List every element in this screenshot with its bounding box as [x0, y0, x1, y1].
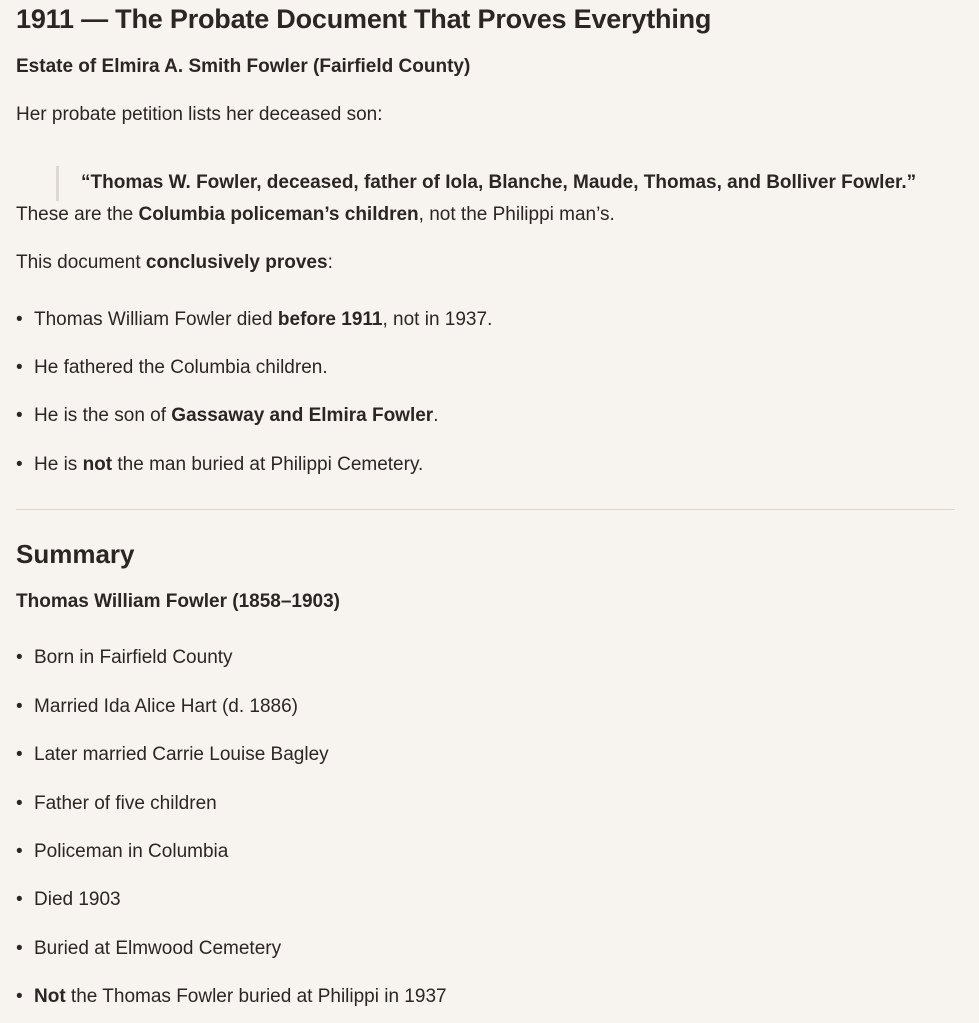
proof-list-item: [16, 453, 423, 477]
item-pre: Thomas William Fowler died: [34, 309, 278, 330]
bullet-icon: •: [16, 793, 23, 814]
summary-list-item: [16, 888, 121, 912]
item-pre: He fathered the Columbia children.: [34, 357, 328, 378]
summary-list-item: [16, 646, 233, 670]
proof-list-item: [16, 356, 328, 380]
bullet-icon: •: [16, 647, 23, 668]
item-bold: before 1911: [277, 309, 383, 330]
bullet-icon: •: [16, 357, 23, 378]
bullet-icon: •: [16, 309, 23, 330]
proves-pre: This document: [16, 252, 146, 273]
children-post: , not the Philippi man’s.: [418, 204, 615, 225]
section-title: 1911 — The Probate Document That Proves Everything: [16, 4, 712, 34]
bullet-icon: •: [16, 986, 23, 1007]
item-bold: Not: [34, 986, 66, 1007]
item-post: , not in 1937.: [382, 309, 493, 330]
item-text: Buried at Elmwood Cemetery: [34, 938, 282, 959]
person-heading: Thomas William Fowler (1858–1903): [16, 591, 341, 612]
item-text: the Thomas Fowler buried at Philippi in 1937: [65, 986, 447, 1007]
item-pre: He is the son of: [34, 405, 172, 426]
children-pre: These are the: [16, 204, 139, 225]
proof-list-item: [16, 308, 492, 332]
item-text: Married Ida Alice Hart (d. 1886): [34, 696, 299, 717]
summary-list-item: [16, 937, 281, 961]
proves-bold: conclusively proves: [145, 252, 328, 273]
bullet-icon: •: [16, 405, 23, 426]
item-text: Later married Carrie Louise Bagley: [34, 744, 329, 765]
item-text: Died 1903: [34, 889, 121, 910]
children-bold: Columbia policeman’s children: [138, 204, 419, 225]
proves-paragraph: [16, 251, 333, 275]
quote-text: “Thomas W. Fowler, deceased, father of Iola, Blanche, Maude, Thomas, and Bolliver Fowler.”: [81, 172, 917, 193]
intro-paragraph: Her probate petition lists her deceased son:: [16, 104, 383, 125]
summary-list-item: [16, 743, 329, 767]
bullet-icon: •: [16, 841, 23, 862]
bullet-icon: •: [16, 696, 23, 717]
bullet-icon: •: [16, 938, 23, 959]
item-text: Father of five children: [34, 793, 217, 814]
children-paragraph: [16, 203, 615, 227]
section-divider: [16, 509, 955, 510]
summary-heading: Summary: [16, 539, 135, 569]
bullet-icon: •: [16, 454, 23, 475]
item-pre: He is: [34, 454, 83, 475]
summary-list-item: [16, 985, 447, 1009]
summary-list-item: [16, 695, 298, 719]
bullet-icon: •: [16, 744, 23, 765]
summary-list-item: [16, 840, 228, 864]
bullet-icon: •: [16, 889, 23, 910]
summary-list-item: [16, 792, 217, 816]
item-text: Policeman in Columbia: [34, 841, 229, 862]
proof-list-item: [16, 404, 438, 428]
item-post: .: [433, 405, 439, 426]
probate-quote: [56, 166, 979, 201]
proves-post: :: [327, 252, 333, 273]
item-text: Born in Fairfield County: [34, 647, 233, 668]
item-bold: not: [82, 454, 113, 475]
estate-heading: Estate of Elmira A. Smith Fowler (Fairfield County): [16, 56, 471, 77]
item-bold: Gassaway and Elmira Fowler: [171, 405, 434, 426]
item-post: the man buried at Philippi Cemetery.: [112, 454, 424, 475]
